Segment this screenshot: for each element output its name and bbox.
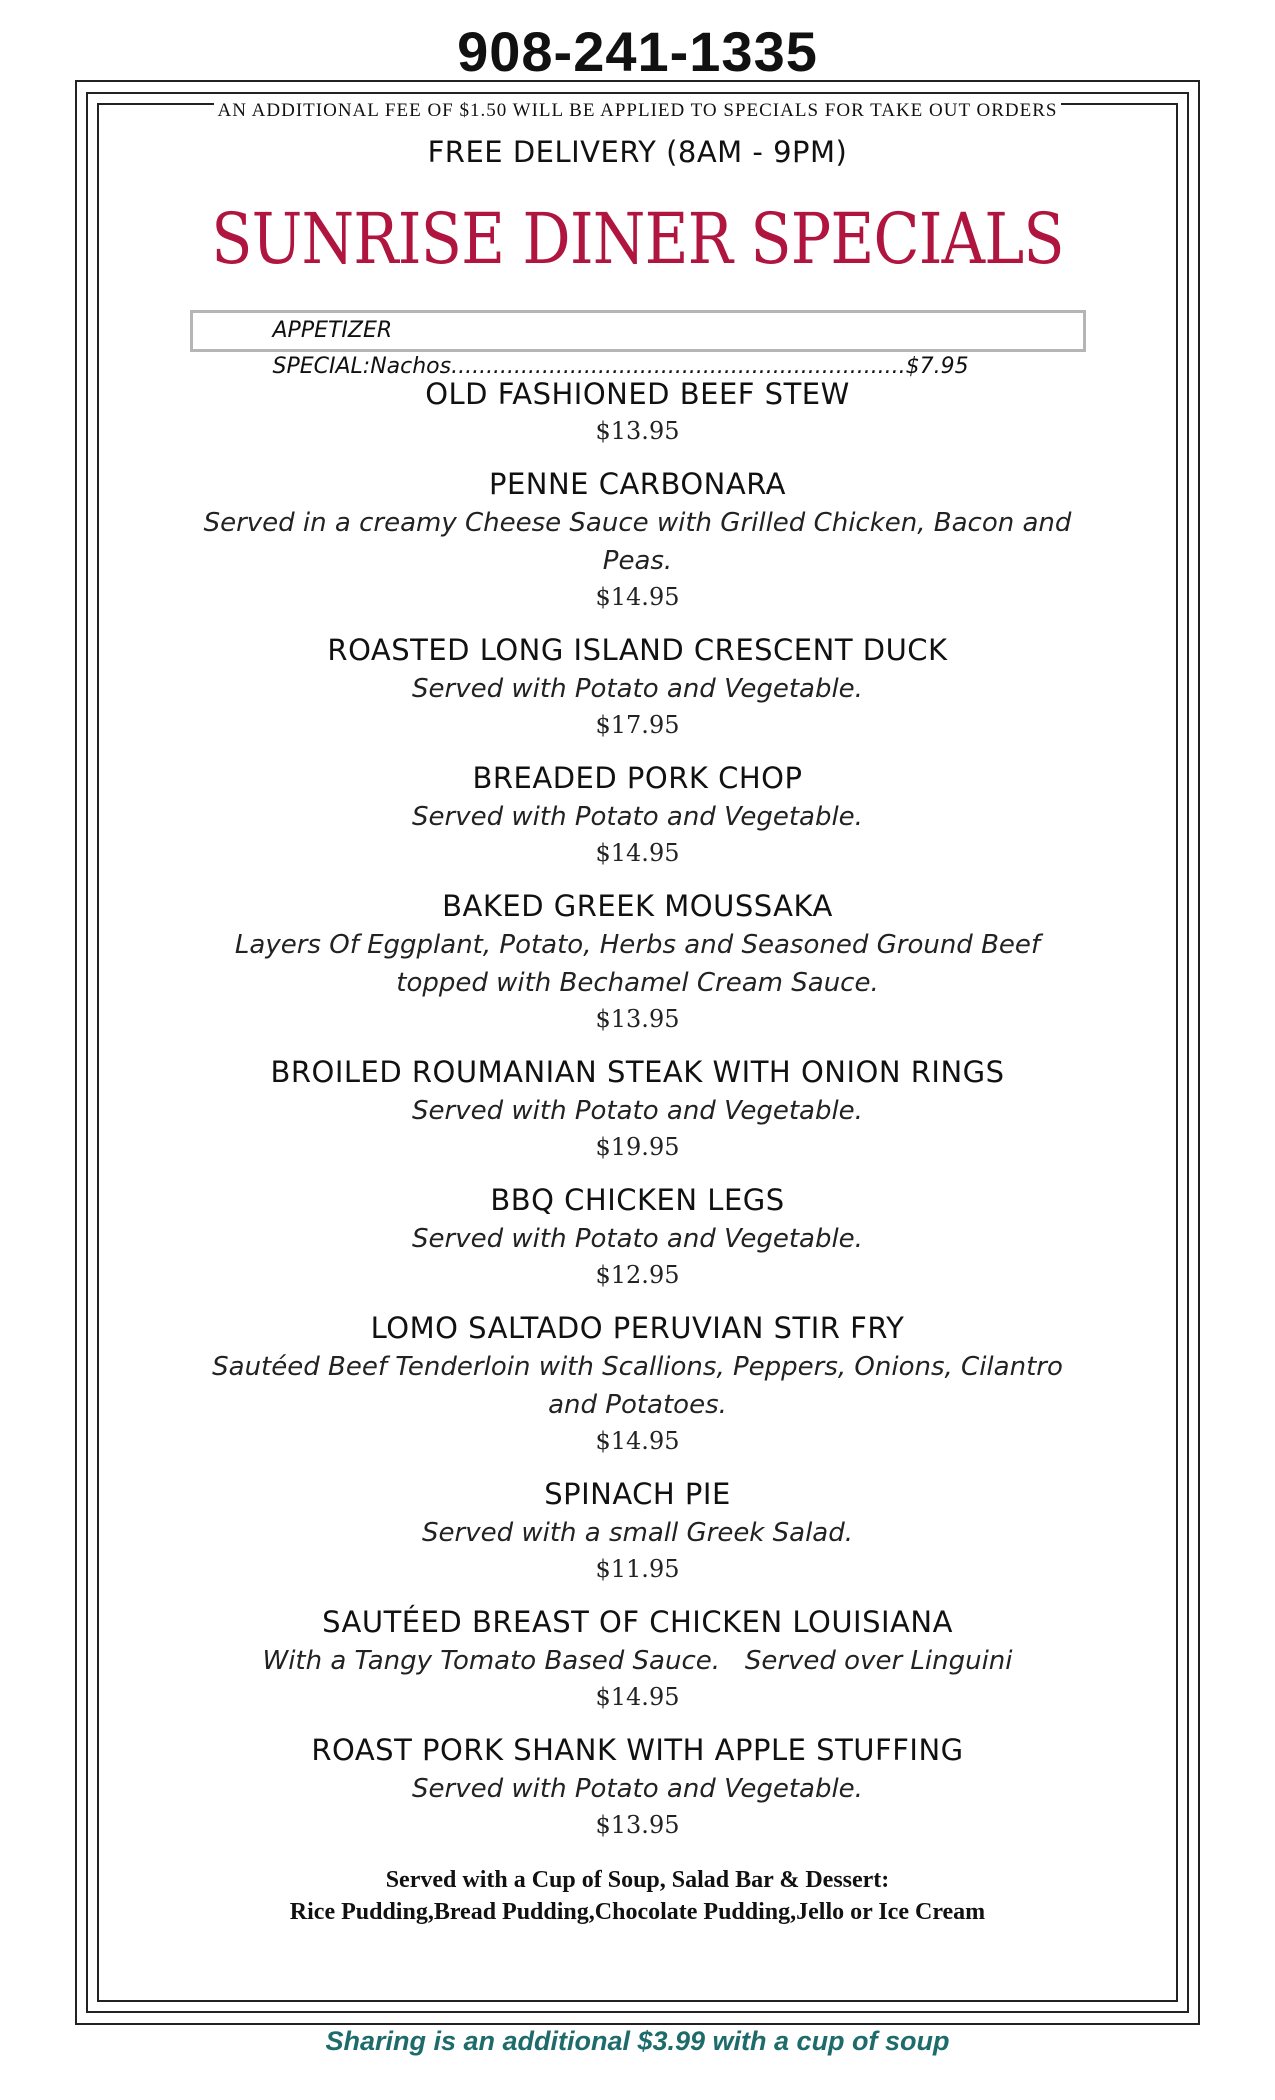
menu-item xyxy=(100,1308,1175,1458)
item-description: Served in a creamy Cheese Sauce with Grilled Chicken, Bacon and Peas. xyxy=(203,508,1072,576)
item-description: Sautéed Beef Tenderloin with Scallions, Peppers, Onions, Cilantro and Potatoes. xyxy=(212,1352,1063,1420)
item-price: $14.95 xyxy=(595,1683,680,1711)
menu-title: SUNRISE DINER SPECIALS xyxy=(211,198,1064,280)
menu-item xyxy=(100,630,1175,742)
item-price: $19.95 xyxy=(595,1133,680,1161)
item-description: Served with Potato and Vegetable. xyxy=(412,1096,863,1126)
item-description: Served with Potato and Vegetable. xyxy=(412,1224,863,1254)
phone-number: 908-241-1335 xyxy=(457,20,818,83)
item-price: $14.95 xyxy=(595,1427,680,1455)
item-name: SAUTÉED BREAST OF CHICKEN LOUISIANA xyxy=(322,1605,953,1639)
item-description: Served with Potato and Vegetable. xyxy=(412,1774,863,1804)
item-description: Served with a small Greek Salad. xyxy=(422,1518,853,1548)
item-price: $13.95 xyxy=(595,1005,680,1033)
menu-item xyxy=(100,1180,1175,1292)
item-price: $14.95 xyxy=(595,839,680,867)
menu-item xyxy=(100,464,1175,614)
item-price: $13.95 xyxy=(595,417,680,445)
menu-item xyxy=(100,1052,1175,1164)
item-name: SPINACH PIE xyxy=(544,1477,731,1511)
meal-includes xyxy=(100,1864,1175,1928)
item-name: BREADED PORK CHOP xyxy=(472,761,803,795)
meal-includes-line1: Served with a Cup of Soup, Salad Bar & Dessert: xyxy=(385,1867,890,1893)
specials-list xyxy=(100,374,1175,1842)
menu-item xyxy=(100,1730,1175,1842)
item-name: ROASTED LONG ISLAND CRESCENT DUCK xyxy=(327,633,948,667)
item-price: $13.95 xyxy=(595,1811,680,1839)
item-name: BBQ CHICKEN LEGS xyxy=(490,1183,785,1217)
item-price: $11.95 xyxy=(595,1555,680,1583)
item-name: BROILED ROUMANIAN STEAK WITH ONION RINGS xyxy=(270,1055,1005,1089)
item-name: OLD FASHIONED BEEF STEW xyxy=(425,377,850,411)
item-price: $14.95 xyxy=(595,583,680,611)
menu-item xyxy=(100,886,1175,1036)
appetizer-special: APPETIZER SPECIAL:Nachos.................................................................$7.95 xyxy=(190,310,1086,352)
item-description: Served with Potato and Vegetable. xyxy=(412,674,863,704)
meal-includes-line2: Rice Pudding,Bread Pudding,Chocolate Pudding,Jello or Ice Cream xyxy=(289,1899,986,1925)
item-name: LOMO SALTADO PERUVIAN STIR FRY xyxy=(370,1311,905,1345)
menu-item xyxy=(100,1602,1175,1714)
takeout-fee-note: AN ADDITIONAL FEE OF $1.50 WILL BE APPLIED TO SPECIALS FOR TAKE OUT ORDERS xyxy=(214,98,1062,124)
item-description: Layers Of Eggplant, Potato, Herbs and Seasoned Ground Beef topped with Bechamel Cream Sauce. xyxy=(234,930,1041,998)
item-name: ROAST PORK SHANK WITH APPLE STUFFING xyxy=(311,1733,964,1767)
item-description: Served with Potato and Vegetable. xyxy=(412,802,863,832)
item-price: $17.95 xyxy=(595,711,680,739)
menu-item xyxy=(100,758,1175,870)
delivery-hours: FREE DELIVERY (8AM - 9PM) xyxy=(427,135,848,169)
item-description: With a Tangy Tomato Based Sauce. Served over Linguini xyxy=(262,1646,1013,1676)
menu-item xyxy=(100,374,1175,448)
item-name: PENNE CARBONARA xyxy=(488,467,787,501)
menu-item xyxy=(100,1474,1175,1586)
item-price: $12.95 xyxy=(595,1261,680,1289)
sharing-fee-note: Sharing is an additional $3.99 with a cup of soup xyxy=(325,2026,950,2056)
item-name: BAKED GREEK MOUSSAKA xyxy=(442,889,833,923)
menu-content xyxy=(100,98,1175,1928)
